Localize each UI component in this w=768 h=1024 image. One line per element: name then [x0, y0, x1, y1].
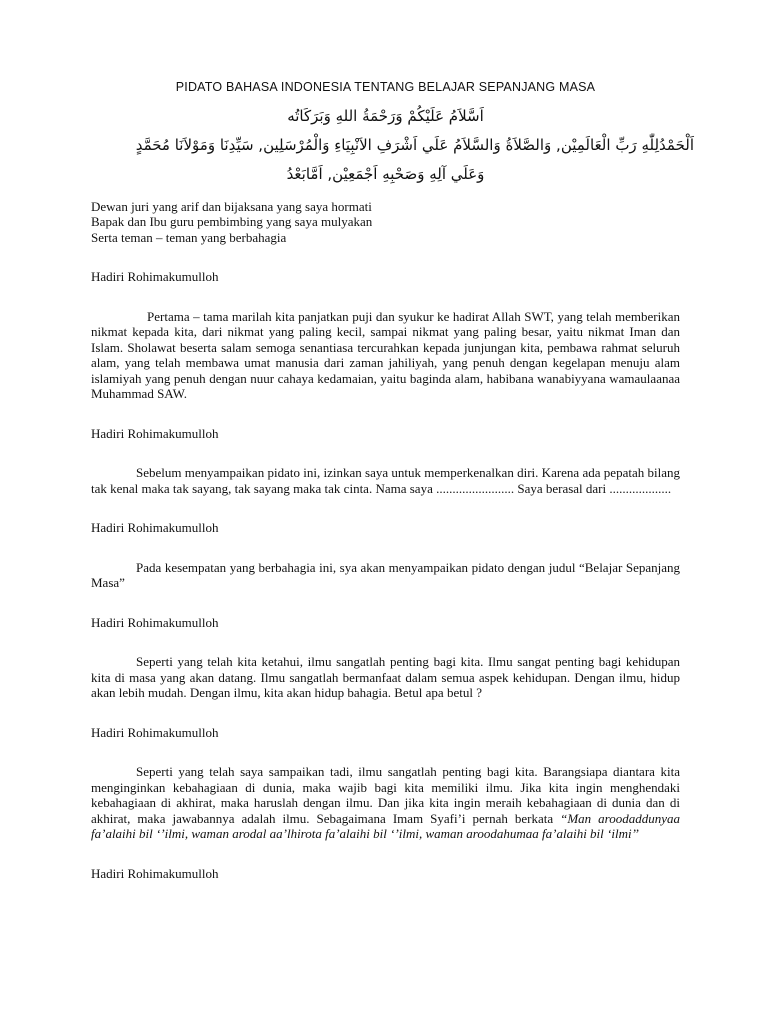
document-title: PIDATO BAHASA INDONESIA TENTANG BELAJAR SEPANJANG MASA — [175, 80, 596, 94]
greeting-block — [91, 199, 680, 246]
section-heading: Hadiri Rohimakumulloh — [91, 724, 219, 740]
spacer — [91, 189, 680, 199]
greeting-line: Dewan juri yang arif dan bijaksana yang saya hormati — [91, 198, 372, 214]
section-heading: Hadiri Rohimakumulloh — [91, 614, 219, 630]
quote-paragraph — [91, 764, 680, 842]
section-heading: Hadiri Rohimakumulloh — [91, 520, 219, 535]
section-heading: Hadiri Rohimakumulloh — [91, 425, 219, 441]
opening-paragraph: Pertama – tama marilah kita panjatkan puji dan syukur ke hadirat Allah SWT, yang telah memberikan nikmat kepada kita, dari nikmat yang paling kecil, sampai nikmat yang paling besar, yaitu nikmat Iman dan Islam. Sholawat beserta salam semoga senantiasa tercurahkan kepada junjungan kita, pembawa rahmat seluruh alam, yang telah membawa umat manusia dari zaman jahiliyah, yang penuh dengan kegelapan menuju alam islamiyah yang penuh dengan nuur cahaya kedamaian, yaitu baginda alam, habibana wanabiyyana wamaulaanaa Muhammad SAW. — [91, 308, 680, 401]
quote-paragraph-text: Seperti yang telah saya sampaikan tadi, ilmu sangatlah penting bagi kita. Barangsiapa diantara kita menginginkan kebahagiaan di dunia, maka wajib bagi kita memiliki ilmu. Jika kita ingin menghendaki kebahagiaan di akhirat, maka haruslah dengan ilmu. Dan jika kita ingin meraih kebahagiaan di dunia dan di akhirat, maka jawabannya adalah ilmu. Sebagaimana Imam Syafi’i pernah berkata — [91, 764, 680, 826]
introduction-paragraph: Sebelum menyampaikan pidato ini, izinkan saya untuk memperkenalkan diri. Karena ada pepatah bilang tak kenal maka tak sayang, tak sayang maka tak cinta. Nama saya ........................ Saya berasal dari ................... — [91, 465, 680, 496]
section-heading: Hadiri Rohimakumulloh — [91, 865, 219, 881]
greeting-line: Bapak dan Ibu guru pembimbing yang saya mulyakan — [91, 214, 373, 229]
arabic-praise: اَلْحَمْدُلِلّٰهِ رَبِّ الْعَالَمِيْن, وَالصَّلاَةُ وَالسَّلاَمُ عَلَي اَشْرَفِ الاَنْبِيَاءِ وَالْمُرْسَلِين, سَيِّدِنَا وَمَوْلاَنَا مُحَمَّدٍ — [135, 135, 694, 154]
title-paragraph: Pada kesempatan yang berbahagia ini, sya akan menyampaikan pidato dengan judul “Belajar Sepanjang Masa” — [91, 559, 680, 590]
arabic-closing: وَعَلَي آلِهِ وَصَحْبِهِ اَجْمَعِيْن, اَمَّابَعْدُ — [286, 164, 485, 183]
imam-syafii-quote: “Man aroodaddunyaa fa’alaihi bil ‘’ilmi, waman arodal aa’lhirota fa’alaihi bil ‘’ilmi, waman aroodahumaa fa’alaihi bil ‘ilmi’’ — [91, 810, 681, 841]
knowledge-paragraph: Seperti yang telah kita ketahui, ilmu sangatlah penting bagi kita. Ilmu sangat penting bagi kehidupan kita di masa yang akan datang. Ilmu sangatlah bermanfaat dalam semua aspek kehidupan. Dengan ilmu, hidup akan lebih mudah. Dengan ilmu, kita akan hidup bahagia. Betul apa betul ? — [91, 654, 680, 700]
arabic-greeting: اَسَّلاَمُ عَلَيْكُمْ وَرَحْمَةُ اللهِ وَبَرَكَاتُه — [287, 106, 484, 125]
section-heading: Hadiri Rohimakumulloh — [91, 269, 219, 284]
greeting-line: Serta teman – teman yang berbahagia — [91, 229, 287, 245]
